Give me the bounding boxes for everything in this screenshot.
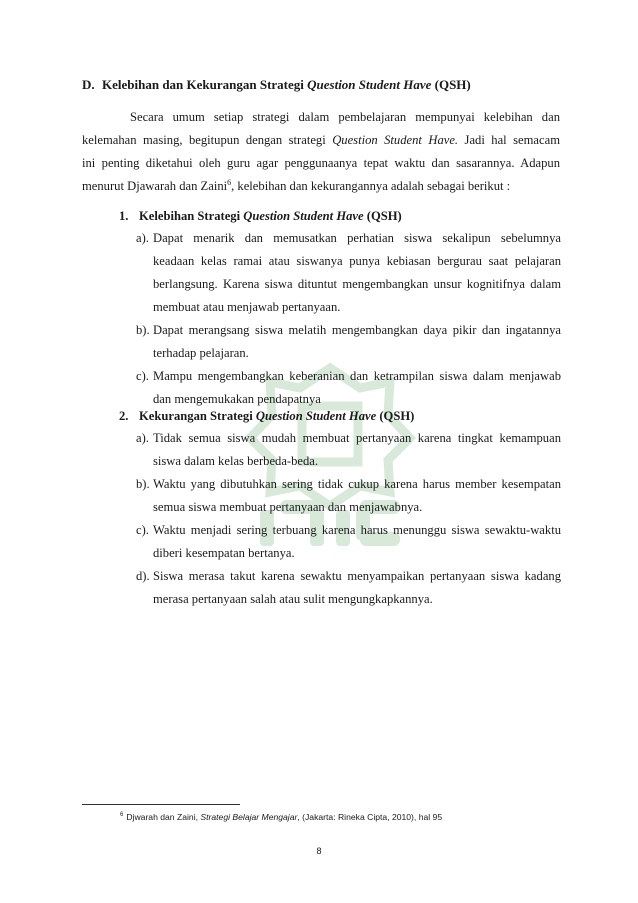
paragraph-text: kelemahan masing, begitupun dengan strategi [82, 133, 333, 147]
page-number: 8 [316, 846, 322, 856]
footnote-divider [82, 804, 240, 805]
list-item-line: siswa dalam kelas berbeda-beda. [153, 454, 319, 468]
subheading-number: 2. [119, 409, 129, 423]
section-letter: D. [82, 77, 95, 92]
list-item-text [153, 319, 561, 365]
subheading-text: Kelebihan Strategi [139, 209, 244, 223]
footnote [120, 812, 540, 822]
list-item-text [153, 427, 561, 473]
list-item-line: Dapat merangsang siswa melatih mengembangkan daya pikir dan ingatannya [153, 323, 561, 337]
footnote-mark: 6 [120, 812, 124, 819]
list-item-line: Tidak semua siswa mudah membuat pertanyaan karena tingkat kemampuan [153, 431, 561, 445]
list-item-line: berlangsung. Karena siswa dituntut mengembangkan unsur kognitifnya dalam [153, 277, 561, 291]
list-item-line: membuat atau menjawab pertanyaan. [153, 300, 341, 314]
list-marker: b). [136, 477, 150, 491]
list-item [136, 519, 561, 565]
heading-italic: Question Student Have [307, 77, 432, 92]
footnote-reference: 6 [227, 177, 232, 187]
paragraph-line [82, 175, 560, 198]
list-item [136, 227, 561, 319]
subheading-text: Kekurangan Strategi [139, 409, 256, 423]
subheading-advantages [119, 209, 579, 224]
list-item-line: Siswa merasa takut karena sewaktu menyampaikan pertanyaan siswa kadang [153, 569, 561, 583]
list-item-line: merasa pertanyaan salah atau sulit mengungkapkannya. [153, 592, 433, 606]
list-item-text [153, 365, 561, 411]
list-item-text [153, 519, 561, 565]
paragraph-text: Jadi hal semacam [458, 133, 560, 147]
subheading-italic: Question Student Have [243, 209, 364, 223]
list-marker: c). [136, 369, 149, 383]
paragraph-text: , kelebihan dan kekurangannya adalah sebagai berikut : [231, 179, 511, 193]
list-marker: d). [136, 569, 150, 583]
footnote-text: Djwarah dan Zaini, [126, 812, 201, 822]
subheading-number: 1. [119, 209, 129, 223]
list-item-text [153, 565, 561, 611]
list-item-line: Waktu menjadi sering terbuang karena harus menunggu siswa sewaktu-waktu [153, 523, 561, 537]
list-item [136, 565, 561, 611]
subheading-suffix: (QSH) [376, 409, 415, 423]
heading-text: Kelebihan dan Kekurangan Strategi [102, 77, 308, 92]
list-item-line: Mampu mengembangkan keberanian dan ketrampilan siswa dalam menjawab [153, 369, 561, 383]
list-marker: a). [136, 431, 149, 445]
heading-suffix: (QSH) [431, 77, 471, 92]
list-item-line: keadaan kelas ramai atau siswanya punya kebiasan bergurau saat pelajaran [153, 254, 561, 268]
list-item [136, 427, 561, 473]
paragraph-text: menurut Djawarah dan Zaini [82, 179, 228, 193]
footnote-text: , (Jakarta: Rineka Cipta, 2010), hal 95 [297, 812, 443, 822]
list-item-line: Dapat menarik dan memusatkan perhatian siswa sekalipun sebelumnya [153, 231, 561, 245]
list-marker: c). [136, 523, 149, 537]
list-marker: b). [136, 323, 150, 337]
list-item-line: diberi kesempatan bertanya. [153, 546, 295, 560]
list-item [136, 319, 561, 365]
subheading-suffix: (QSH) [363, 209, 402, 223]
list-item-line: dan mengemukakan pendapatnya [153, 392, 321, 406]
list-item-line: terhadap pelajaran. [153, 346, 249, 360]
intro-paragraph [82, 106, 560, 198]
list-item-text [153, 227, 561, 319]
paragraph-line: Secara umum setiap strategi dalam pembelajaran mempunyai kelebihan dan [130, 110, 560, 124]
list-item-line: semua siswa membuat pertanyaan dan menjawabnya. [153, 500, 423, 514]
paragraph-line [82, 129, 560, 152]
paragraph-line: ini penting diketahui oleh guru agar penggunaanya tepat waktu dan sasarannya. Adapun [82, 156, 560, 170]
list-item [136, 473, 561, 519]
list-marker: a). [136, 231, 149, 245]
list-item [136, 365, 561, 411]
subheading-disadvantages [119, 409, 579, 424]
section-heading [82, 77, 582, 93]
list-item-line: Waktu yang dibutuhkan sering tidak cukup karena harus member kesempatan [153, 477, 561, 491]
footnote-italic: Strategi Belajar Mengajar [200, 812, 298, 822]
subheading-italic: Question Student Have [255, 409, 377, 423]
list-item-text [153, 473, 561, 519]
paragraph-italic: Question Student Have. [332, 133, 459, 147]
